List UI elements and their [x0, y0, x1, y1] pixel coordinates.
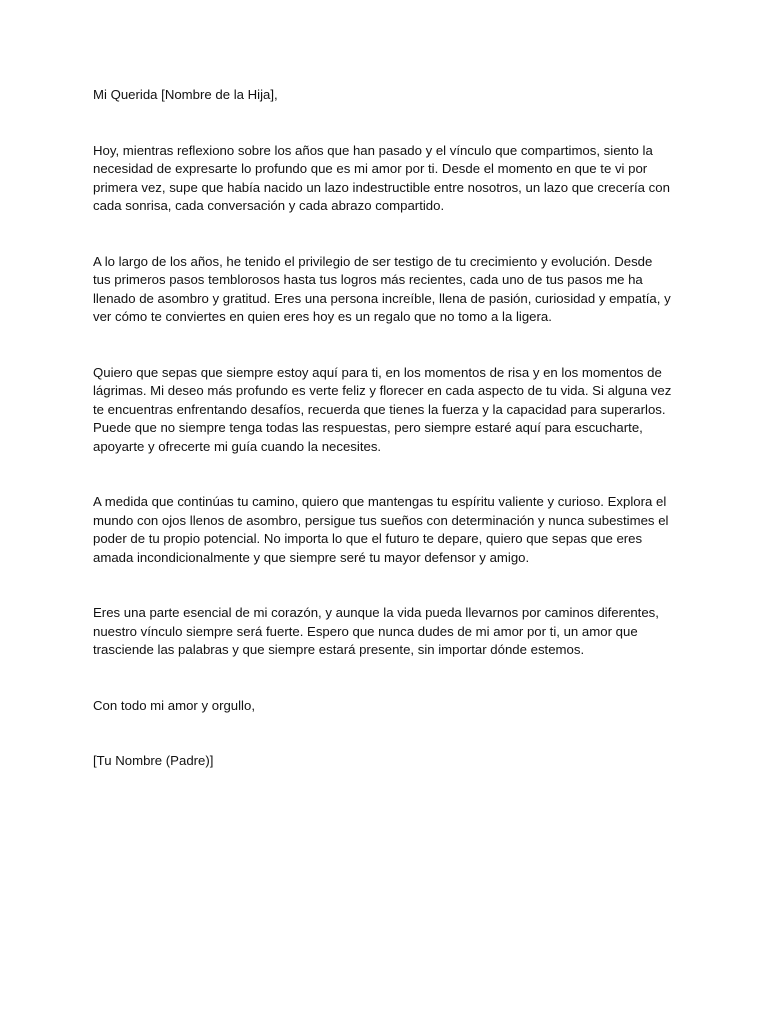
letter-greeting: Mi Querida [Nombre de la Hija], — [93, 87, 278, 102]
letter-paragraph-2: A lo largo de los años, he tenido el privilegio de ser testigo de tu crecimiento y evolución. Desde tus primeros pasos temblorosos hasta tus logros más recientes, cada uno de tus pasos me ha llenado de asombro y gratitud. Eres una persona increíble, llena de pasión, curiosidad y empatía, y ver cómo te conviertes en quien eres hoy es un regalo que no tomo a la ligera. — [93, 253, 671, 324]
letter-paragraph-5: Eres una parte esencial de mi corazón, y aunque la vida pueda llevarnos por caminos diferentes, nuestro vínculo siempre será fuerte. Espero que nunca dudes de mi amor por ti, un amor que trasciende las palabras y que siempre estará presente, sin importar dónde estemos. — [93, 605, 659, 657]
letter-closing: Con todo mi amor y orgullo, — [93, 697, 255, 713]
letter-paragraph-4: A medida que continúas tu camino, quiero que mantengas tu espíritu valiente y curioso. Explora el mundo con ojos llenos de asombro, persigue tus sueños con determinación y nunca subestimes el poder de tu propio potencial. No importa lo que el futuro te depare, quiero que sepas que eres amada incondicionalmente y que siempre seré tu mayor defensor y amigo. — [93, 494, 669, 565]
letter-signature: [Tu Nombre (Padre)] — [93, 753, 214, 768]
letter-body — [93, 86, 673, 771]
letter-paragraph-3: Quiero que sepas que siempre estoy aquí para ti, en los momentos de risa y en los momentos de lágrimas. Mi deseo más profundo es verte feliz y florecer en cada aspecto de tu vida. Si alguna vez te encuentras enfrentando desafíos, recuerda que tienes la fuerza y la capacidad para superarlos. Puede que no siempre tenga todas las respuestas, pero siempre estaré aquí para escucharte, apoyarte y ofrecerte mi guía cuando la necesites. — [93, 364, 672, 454]
letter-paragraph-1: Hoy, mientras reflexiono sobre los años que han pasado y el vínculo que compartimos, siento la necesidad de expresarte lo profundo que es mi amor por ti. Desde el momento en que te vi por primera vez, supe que había nacido un lazo indestructible entre nosotros, un lazo que crecería con cada sonrisa, cada conversación y cada abrazo compartido. — [93, 142, 670, 213]
